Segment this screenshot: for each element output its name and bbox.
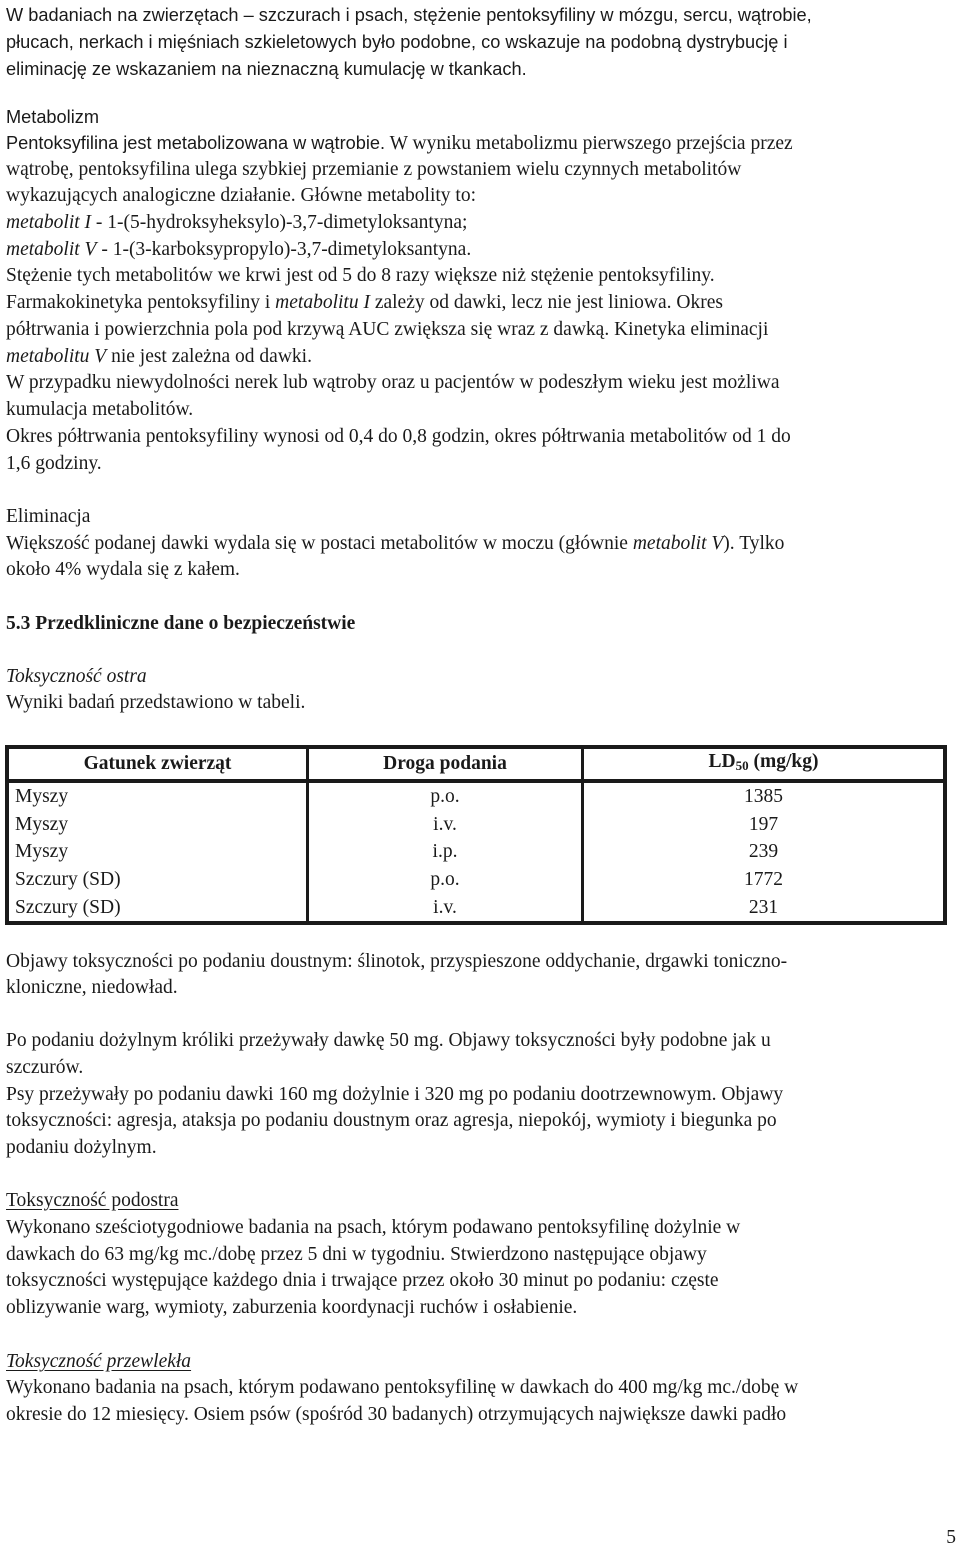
przewlekla-line-1: Wykonano badania na psach, którym podawano pentoksyfilinę w dawkach do 400 mg/kg mc./dobę w bbox=[6, 1377, 799, 1398]
ld50-table bbox=[5, 745, 947, 925]
after-p3-line-3: podaniu dożylnym. bbox=[6, 1137, 157, 1158]
eliminacja-line-1c: ). Tylko bbox=[723, 533, 785, 554]
cell-value: 231 bbox=[583, 894, 946, 924]
cell-species: Myszy bbox=[7, 838, 308, 866]
after-p3-line-2: toksyczności: agresja, ataksja po podaniu doustnym oraz agresja, niepokój, wymioty i biegunka po bbox=[6, 1110, 777, 1131]
cell-species: Myszy bbox=[7, 811, 308, 839]
metabolite-2-name: metabolit V bbox=[6, 239, 97, 260]
metabolizm-line-2: wątrobę, pentoksyfilina ulega szybkiej przemianie z powstaniem wielu czynnych metabolitów bbox=[6, 159, 742, 180]
metabolizm-line-6: Stężenie tych metabolitów we krwi jest od 5 do 8 razy większe niż stężenie pentoksyfiliny. bbox=[6, 265, 715, 286]
table-row bbox=[7, 894, 945, 924]
after-p2-line-1: Po podaniu dożylnym króliki przeżywały dawkę 50 mg. Objawy toksyczności były podobne jak u bbox=[6, 1030, 771, 1051]
eliminacja-line-1a: Większość podanej dawki wydala się w postaci metabolitów w moczu (głównie bbox=[6, 533, 633, 554]
header-ld-unit: (mg/kg) bbox=[748, 751, 819, 772]
metabolizm-line-12: Okres półtrwania pentoksyfiliny wynosi od 0,4 do 0,8 godzin, okres półtrwania metabolitów od 1 do bbox=[6, 426, 791, 447]
podostra-line-4: oblizywanie warg, wymioty, zaburzenia koordynacji ruchów i osłabienie. bbox=[6, 1297, 578, 1318]
after-p2-line-2: szczurów. bbox=[6, 1057, 84, 1078]
metabolizm-line-7b: metabolitu I bbox=[275, 292, 370, 313]
podostra-line-3: toksyczności występujące każdego dnia i trwające przez około 30 minut po podaniu: częste bbox=[6, 1270, 719, 1291]
metabolizm-line-3b: Główne metabolity to: bbox=[295, 185, 476, 206]
przewlekla-heading: Toksyczność przewlekła bbox=[6, 1351, 192, 1372]
metabolite-2-desc: - 1-(3-karboksypropylo)-3,7-dimetyloksantyna. bbox=[96, 239, 472, 260]
metabolizm-line-13: 1,6 godziny. bbox=[6, 453, 102, 474]
metabolizm-line-1a: Pentoksyfilina jest metabolizowana w wątrobie. bbox=[6, 133, 386, 153]
cell-route: i.p. bbox=[308, 838, 583, 866]
podostra-line-1: Wykonano sześciotygodniowe badania na psach, którym podawano pentoksyfilinę dożylnie w bbox=[6, 1217, 741, 1238]
metabolite-1 bbox=[6, 210, 467, 236]
cell-species: Szczury (SD) bbox=[7, 866, 308, 894]
cell-value: 197 bbox=[583, 811, 946, 839]
metabolite-1-desc: - 1-(5-hydroksyheksylo)-3,7-dimetyloksantyna; bbox=[91, 212, 468, 233]
metabolizm-line-3 bbox=[6, 183, 476, 209]
section-title: 5.3 Przedkliniczne dane o bezpieczeństwie bbox=[6, 613, 356, 634]
header-ld-sub: 50 bbox=[735, 758, 749, 773]
cell-species: Myszy bbox=[7, 781, 308, 811]
header-ld50 bbox=[583, 747, 946, 781]
eliminacja-line-1b: metabolit V bbox=[632, 533, 724, 554]
cell-route: p.o. bbox=[308, 866, 583, 894]
metabolizm-line-8: półtrwania i powierzchnia pola pod krzywą AUC zwiększa się wraz z dawką. Kinetyka eliminacji bbox=[6, 319, 769, 340]
cell-route: p.o. bbox=[308, 781, 583, 811]
after-p1-line-1: Objawy toksyczności po podaniu doustnym: ślinotok, przyspieszone oddychanie, drgawki toniczno- bbox=[6, 951, 788, 972]
table-row bbox=[7, 838, 945, 866]
metabolizm-line-7a: Farmakokinetyka pentoksyfiliny i bbox=[6, 292, 276, 313]
cell-value: 1772 bbox=[583, 866, 946, 894]
ostra-heading: Toksyczność ostra bbox=[6, 666, 147, 687]
metabolite-1-name: metabolit I bbox=[6, 212, 92, 233]
metabolizm-line-1 bbox=[6, 130, 793, 157]
metabolizm-line-9b: nie jest zależna od dawki. bbox=[106, 346, 312, 367]
podostra-heading: Toksyczność podostra bbox=[6, 1190, 179, 1211]
page-number: 5 bbox=[946, 1527, 956, 1548]
intro-line-3: eliminację ze wskazaniem na nieznaczną kumulację w tkankach. bbox=[6, 59, 527, 79]
after-p1-line-2: kloniczne, niedowład. bbox=[6, 977, 178, 998]
przewlekla-line-2: okresie do 12 miesięcy. Osiem psów (spośród 30 badanych) otrzymujących największe dawki padło bbox=[6, 1404, 787, 1425]
table-header-row bbox=[7, 747, 945, 781]
header-ld: LD bbox=[708, 751, 736, 772]
header-route: Droga podania bbox=[308, 747, 583, 781]
metabolizm-heading: Metabolizm bbox=[6, 107, 99, 127]
podostra-line-2: dawkach do 63 mg/kg mc./dobę przez 5 dni w tygodniu. Stwierdzono następujące objawy bbox=[6, 1244, 707, 1265]
metabolite-2 bbox=[6, 237, 471, 263]
cell-species: Szczury (SD) bbox=[7, 894, 308, 924]
metabolizm-line-9 bbox=[6, 344, 312, 370]
metabolizm-line-11: kumulacja metabolitów. bbox=[6, 399, 194, 420]
metabolizm-line-1b: W wyniku metabolizmu pierwszego przejścia przez bbox=[385, 133, 793, 154]
intro-line-1: W badaniach na zwierzętach – szczurach i psach, stężenie pentoksyfiliny w mózgu, sercu, wątrobie, bbox=[6, 5, 812, 25]
cell-value: 239 bbox=[583, 838, 946, 866]
cell-route: i.v. bbox=[308, 811, 583, 839]
after-p3-line-1: Psy przeżywały po podaniu dawki 160 mg dożylnie i 320 mg po podaniu dootrzewnowym. Objawy bbox=[6, 1084, 784, 1105]
metabolizm-line-3a: wykazujących analogiczne działanie. bbox=[6, 185, 296, 206]
ostra-line-1: Wyniki badań przedstawiono w tabeli. bbox=[6, 692, 306, 713]
eliminacja-heading: Eliminacja bbox=[6, 506, 91, 527]
intro-line-2: płucach, nerkach i mięśniach szkieletowych było podobne, co wskazuje na podobną dystrybucję i bbox=[6, 32, 788, 52]
header-species: Gatunek zwierząt bbox=[7, 747, 308, 781]
cell-value: 1385 bbox=[583, 781, 946, 811]
table-row bbox=[7, 866, 945, 894]
cell-route: i.v. bbox=[308, 894, 583, 924]
eliminacja-line-1 bbox=[6, 531, 784, 557]
table-row bbox=[7, 811, 945, 839]
metabolizm-line-7c: zależy od dawki, lecz nie jest liniowa. Okres bbox=[369, 292, 723, 313]
metabolizm-line-9a: metabolitu V bbox=[6, 346, 107, 367]
metabolizm-line-7 bbox=[6, 290, 723, 316]
eliminacja-line-2: około 4% wydala się z kałem. bbox=[6, 559, 240, 580]
metabolizm-line-10: W przypadku niewydolności nerek lub wątroby oraz u pacjentów w podeszłym wieku jest możliwa bbox=[6, 372, 780, 393]
table-row bbox=[7, 781, 945, 811]
